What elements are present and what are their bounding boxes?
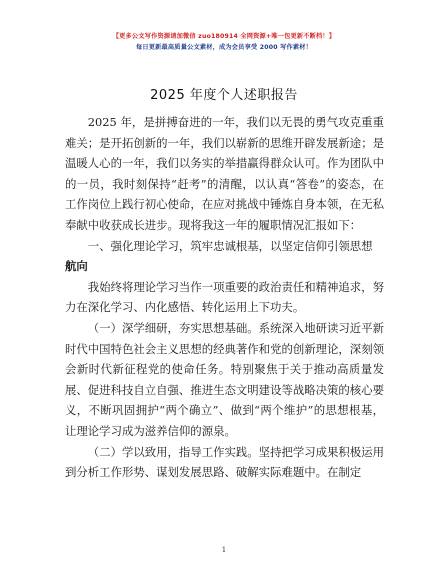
promo-banner-line2: 每日更新最高质量公文素材，成为会员享受 2000 写作素材！ bbox=[135, 44, 313, 51]
section1-heading-part2: 航向 bbox=[65, 259, 88, 274]
subsection2-text: 坚持把学习成果积极运用到分析工作形势、谋划发展思路、破解实际难题中。在制定 bbox=[65, 444, 384, 480]
subsection1-text: 系统深入地研读习近平新时代中国特色社会主义思想的经典著作和党的创新理论，深刻领会新时代新征程党的使命任务。特别聚焦于关于推动高质量发展、促进科技自立自强、推进生态文明建设等战略决策的核心要义，不断巩固拥护“两个确立”、做到“两个维护”的思想根基，让理论学习成为滋养信仰的源泉。 bbox=[65, 320, 384, 438]
document-title: 2025 年度个人述职报告 bbox=[150, 88, 298, 103]
subsection1-heading: （一）深学细研，夯实思想基础。 bbox=[87, 320, 259, 335]
intro-paragraph: 2025 年，是拼搏奋进的一年，我们以无畏的勇气攻克重重难关；是开拓创新的一年，我们以崭新的思维开辟发展新途；是温暖人心的一年，我们以务实的举措赢得群众认可。作为团队中的一员，我时刻保持“赶考”的清醒，以认真“答卷”的姿态，在工作岗位上践行初心使命，在应对挑战中锤炼自身本领，在无私奉献中收获成长进步。现将我这一年的履职情况汇报如下： bbox=[65, 115, 384, 232]
subsection2-heading: （二）学以致用，指导工作实践。 bbox=[87, 444, 259, 459]
subsection1-paragraph bbox=[65, 318, 384, 442]
page-number: 1 bbox=[221, 546, 227, 554]
document-body bbox=[65, 112, 384, 483]
promo-banner-line1: 【更多公文写作资源请加微信 zuo180914 全网资源+唯一包更新不断档！】 bbox=[112, 33, 336, 40]
subsection2-paragraph bbox=[65, 442, 384, 483]
section1-heading bbox=[65, 236, 384, 277]
section1-intro-paragraph: 我始终将理论学习当作一项重要的政治责任和精神追求，努力在深化学习、内化感悟、转化运用上下功夫。 bbox=[65, 279, 384, 315]
section1-heading-part1: 一、强化理论学习，筑牢忠诚根基，以坚定信仰引领思想 bbox=[87, 238, 373, 253]
